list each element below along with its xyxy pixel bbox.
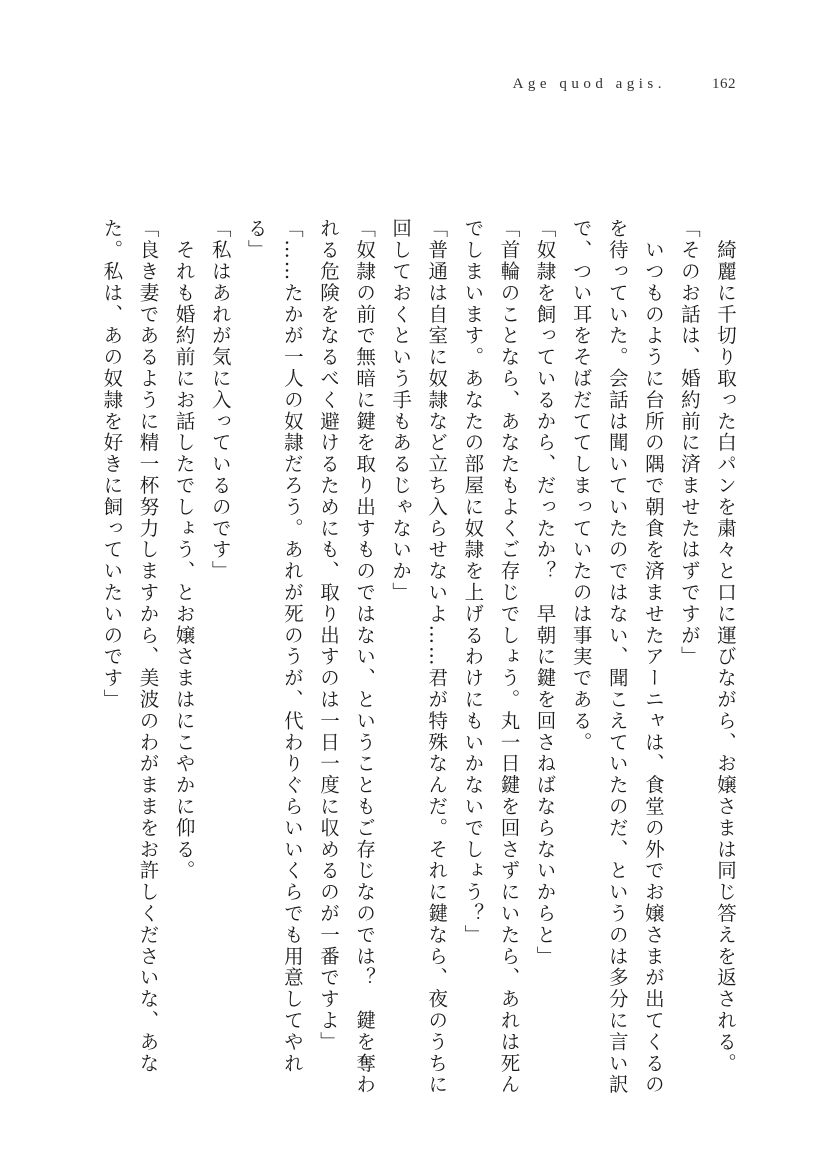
paragraph: 「奴隷を飼っているから、だったか？ 早朝に鍵を回さねばならないからと」 — [533, 218, 557, 967]
page-header — [513, 76, 736, 93]
paragraph: 「私はあれが気に入っているのです」 — [208, 218, 232, 582]
paragraph: 「良き妻であるように精一杯努力しますから、美波のわがままをお許しくださいな、あなた。私は、あの奴隷を好きに飼っていたいのです」 — [100, 218, 160, 1074]
paragraph: 綺麗に千切り取った白パンを粛々と口に運びながら、お嬢さまは同じ答えを返される。 — [714, 218, 737, 1074]
paragraph: 「首輪のことなら、あなたもよくご存じでしょう。丸一日鍵を回さずにいたら、あれは死んでしまいます。あなたの部屋に奴隷を上げるわけにもいかないでしょう？」 — [461, 218, 521, 1096]
paragraph: 「……たかが一人の奴隷だろう。あれが死のうが、代わりぐらいいくらでも用意してやれる」 — [244, 218, 304, 1074]
vertical-body-text — [93, 218, 743, 1098]
paragraph: 「奴隷の前で無暗に鍵を取り出すものではない、ということもご存じなのでは？ 鍵を奪われる危険をなるべく避けるためにも、取り出すのは一日一度に収めるのが一番ですよ」 — [316, 218, 377, 1096]
paragraph: 「そのお話は、婚約前に済ませたはずですが」 — [677, 218, 701, 668]
paragraph: それも婚約前にお話したでしょう、とお嬢さまはにこやかに仰る。 — [172, 218, 196, 882]
paragraph: 「普通は自室に奴隷など立ち入らせないよ……君が特殊なんだ。それに鍵なら、夜のうちに回しておくという手もあるじゃないか」 — [389, 218, 449, 1096]
paragraph: いつものように台所の隅で朝食を済ませたアーニャは、食堂の外でお嬢さまが出てくるのを待っていた。会話は聞いていたのではない、聞こえていたのだ、というのは多分に言い訳で、つい耳をそばだててしまっていたのは事実である。 — [569, 218, 665, 1096]
running-title: Age quod agis. — [512, 76, 666, 92]
page-number: 162 — [712, 76, 736, 92]
